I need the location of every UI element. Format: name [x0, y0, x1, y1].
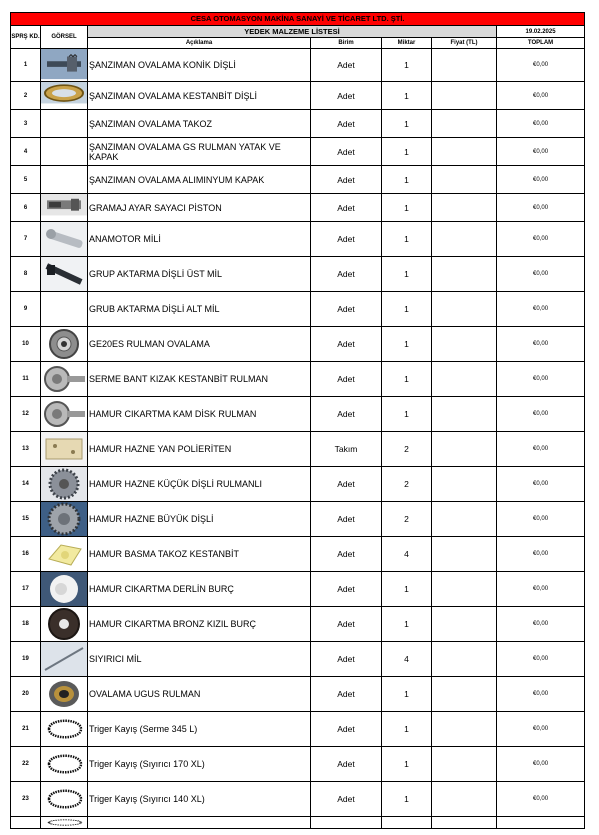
part-total: €0,00	[497, 397, 585, 432]
part-unit: Adet	[311, 642, 382, 677]
part-total: €0,00	[497, 327, 585, 362]
part-unit: Adet	[311, 677, 382, 712]
table-row	[11, 362, 585, 397]
part-quantity: 1	[382, 397, 432, 432]
row-number: 15	[11, 502, 41, 537]
row-number: 1	[11, 49, 41, 82]
table-row	[11, 166, 585, 194]
part-description: GRUP AKTARMA DİŞLİ ÜST MİL	[88, 257, 311, 292]
part-price	[432, 138, 497, 166]
part-description: HAMUR HAZNE KÜÇÜK DİŞLİ RULMANLI	[88, 467, 311, 502]
part-total: €0,00	[497, 712, 585, 747]
header-no: SPRŞ KD.	[11, 26, 41, 49]
part-description: ANAMOTOR MİLİ	[88, 222, 311, 257]
part-total: €0,00	[497, 257, 585, 292]
part-unit: Adet	[311, 82, 382, 110]
part-description: ŞANZIMAN OVALAMA ALIMINYUM KAPAK	[88, 166, 311, 194]
part-unit: Adet	[311, 502, 382, 537]
part-image-cell	[41, 327, 88, 362]
part-description: HAMUR HAZNE YAN POLİERİTEN	[88, 432, 311, 467]
table-row	[11, 194, 585, 222]
timing-belt-icon	[41, 782, 87, 816]
part-description: ŞANZIMAN OVALAMA KONİK DİŞLİ	[88, 49, 311, 82]
part-description: ŞANZIMAN OVALAMA GS RULMAN YATAK VE KAPAK	[88, 138, 311, 166]
part-description: HAMUR CIKARTMA KAM DİSK RULMAN	[88, 397, 311, 432]
part-total: €0,00	[497, 138, 585, 166]
table-row	[11, 642, 585, 677]
part-price	[432, 292, 497, 327]
part-quantity: 1	[382, 292, 432, 327]
part-unit: Adet	[311, 747, 382, 782]
part-price	[432, 397, 497, 432]
part-image-cell	[41, 607, 88, 642]
part-price	[432, 166, 497, 194]
table-row	[11, 747, 585, 782]
table-row	[11, 432, 585, 467]
part-quantity: 1	[382, 49, 432, 82]
part-quantity: 1	[382, 607, 432, 642]
header-qty: Miktar	[382, 38, 432, 49]
table-row	[11, 138, 585, 166]
list-date: 19.02.2025	[497, 26, 585, 38]
part-price	[432, 537, 497, 572]
table-row	[11, 292, 585, 327]
part-unit	[311, 817, 382, 829]
part-image-cell	[41, 82, 88, 110]
part-quantity: 1	[382, 782, 432, 817]
part-quantity: 1	[382, 138, 432, 166]
part-image-cell	[41, 397, 88, 432]
table-row	[11, 257, 585, 292]
piston-icon	[41, 194, 87, 221]
part-price	[432, 572, 497, 607]
part-price	[432, 502, 497, 537]
part-unit: Adet	[311, 166, 382, 194]
part-image-cell	[41, 817, 88, 829]
part-image-cell	[41, 222, 88, 257]
part-total: €0,00	[497, 782, 585, 817]
header-unit: Birim	[311, 38, 382, 49]
header-image: GÖRSEL	[41, 26, 88, 49]
row-number: 20	[11, 677, 41, 712]
large-gear-icon	[41, 502, 87, 536]
part-unit: Adet	[311, 138, 382, 166]
part-total: €0,00	[497, 166, 585, 194]
part-total: €0,00	[497, 432, 585, 467]
row-number: 10	[11, 327, 41, 362]
block-icon	[41, 537, 87, 571]
table-body	[11, 49, 585, 829]
part-price	[432, 467, 497, 502]
part-price	[432, 327, 497, 362]
part-total: €0,00	[497, 49, 585, 82]
part-description: GRUB AKTARMA DİŞLİ ALT MİL	[88, 292, 311, 327]
part-image-cell	[41, 110, 88, 138]
table-row	[11, 782, 585, 817]
part-quantity: 1	[382, 712, 432, 747]
row-number	[11, 817, 41, 829]
part-description: HAMUR CIKARTMA DERLİN BURÇ	[88, 572, 311, 607]
part-unit: Adet	[311, 467, 382, 502]
part-description: SIYIRICI MİL	[88, 642, 311, 677]
part-total: €0,00	[497, 362, 585, 397]
bevel-gear-shaft-icon	[41, 49, 87, 81]
part-image-cell	[41, 194, 88, 222]
table-row	[11, 607, 585, 642]
part-quantity: 1	[382, 194, 432, 222]
part-quantity: 4	[382, 537, 432, 572]
part-description: OVALAMA UGUS RULMAN	[88, 677, 311, 712]
part-quantity: 1	[382, 327, 432, 362]
part-unit: Adet	[311, 712, 382, 747]
part-description: SERME BANT KIZAK KESTANBİT RULMAN	[88, 362, 311, 397]
part-total: €0,00	[497, 467, 585, 502]
row-number: 4	[11, 138, 41, 166]
part-image-cell	[41, 362, 88, 397]
part-quantity: 2	[382, 432, 432, 467]
table-row	[11, 327, 585, 362]
part-image-cell	[41, 642, 88, 677]
part-image-cell	[41, 49, 88, 82]
part-unit: Adet	[311, 397, 382, 432]
part-description: GRAMAJ AYAR SAYACI PİSTON	[88, 194, 311, 222]
row-number: 5	[11, 166, 41, 194]
part-total: €0,00	[497, 82, 585, 110]
motor-shaft-icon	[41, 222, 87, 256]
part-price	[432, 257, 497, 292]
row-number: 23	[11, 782, 41, 817]
row-number: 6	[11, 194, 41, 222]
row-number: 3	[11, 110, 41, 138]
row-number: 16	[11, 537, 41, 572]
header-price: Fiyat (TL)	[432, 38, 497, 49]
part-total: €0,00	[497, 677, 585, 712]
part-description: ŞANZIMAN OVALAMA KESTANBİT DİŞLİ	[88, 82, 311, 110]
part-description: Triger Kayış (Sıyırıcı 140 XL)	[88, 782, 311, 817]
polyethylene-plate-icon	[41, 432, 87, 466]
row-number: 11	[11, 362, 41, 397]
table-row	[11, 467, 585, 502]
part-price	[432, 677, 497, 712]
part-image-cell	[41, 257, 88, 292]
part-quantity: 1	[382, 222, 432, 257]
part-price	[432, 194, 497, 222]
part-quantity: 1	[382, 677, 432, 712]
part-image-cell	[41, 467, 88, 502]
upper-shaft-icon	[41, 257, 87, 291]
part-quantity	[382, 817, 432, 829]
row-number: 18	[11, 607, 41, 642]
part-price	[432, 432, 497, 467]
part-unit: Adet	[311, 110, 382, 138]
part-price	[432, 712, 497, 747]
part-image-cell	[41, 166, 88, 194]
table-row	[11, 110, 585, 138]
timing-belt-icon	[41, 817, 87, 828]
part-description: HAMUR HAZNE BÜYÜK DİŞLİ	[88, 502, 311, 537]
ball-bearing-icon	[41, 677, 87, 711]
part-price	[432, 82, 497, 110]
delrin-bushing-icon	[41, 572, 87, 606]
part-image-cell	[41, 782, 88, 817]
part-quantity: 1	[382, 110, 432, 138]
part-unit: Adet	[311, 222, 382, 257]
part-price	[432, 782, 497, 817]
part-description: HAMUR CIKARTMA BRONZ KIZIL BURÇ	[88, 607, 311, 642]
cam-follower-icon	[41, 362, 87, 396]
part-image-cell	[41, 432, 88, 467]
row-number: 9	[11, 292, 41, 327]
row-number: 21	[11, 712, 41, 747]
part-total: €0,00	[497, 572, 585, 607]
part-quantity: 4	[382, 642, 432, 677]
row-number: 7	[11, 222, 41, 257]
part-total: €0,00	[497, 194, 585, 222]
row-number: 13	[11, 432, 41, 467]
row-number: 8	[11, 257, 41, 292]
part-description	[88, 817, 311, 829]
row-number: 12	[11, 397, 41, 432]
part-total: €0,00	[497, 642, 585, 677]
ring-gear-icon	[41, 82, 87, 109]
header-desc: Açıklama	[88, 38, 311, 49]
row-number: 22	[11, 747, 41, 782]
part-price	[432, 607, 497, 642]
part-quantity: 1	[382, 82, 432, 110]
part-image-cell	[41, 747, 88, 782]
part-description: HAMUR BASMA TAKOZ KESTANBİT	[88, 537, 311, 572]
part-quantity: 1	[382, 166, 432, 194]
small-gear-icon	[41, 467, 87, 501]
part-price	[432, 362, 497, 397]
part-total: €0,00	[497, 110, 585, 138]
spare-parts-table	[10, 12, 585, 829]
table-row	[11, 49, 585, 82]
part-price	[432, 817, 497, 829]
part-image-cell	[41, 502, 88, 537]
part-description: Triger Kayış (Sıyırıcı 170 XL)	[88, 747, 311, 782]
thin-rod-icon	[41, 642, 87, 676]
part-unit: Adet	[311, 49, 382, 82]
part-total: €0,00	[497, 222, 585, 257]
part-unit: Adet	[311, 194, 382, 222]
header-total: TOPLAM	[497, 38, 585, 49]
part-price	[432, 222, 497, 257]
table-row	[11, 712, 585, 747]
row-number: 14	[11, 467, 41, 502]
table-row	[11, 537, 585, 572]
timing-belt-icon	[41, 747, 87, 781]
part-quantity: 1	[382, 257, 432, 292]
part-image-cell	[41, 677, 88, 712]
part-image-cell	[41, 138, 88, 166]
part-unit: Adet	[311, 537, 382, 572]
bronze-bushing-icon	[41, 607, 87, 641]
part-quantity: 2	[382, 467, 432, 502]
part-total: €0,00	[497, 747, 585, 782]
table-row	[11, 502, 585, 537]
part-total: €0,00	[497, 292, 585, 327]
part-image-cell	[41, 712, 88, 747]
part-price	[432, 747, 497, 782]
part-total: €0,00	[497, 502, 585, 537]
table-row	[11, 82, 585, 110]
part-total: €0,00	[497, 607, 585, 642]
part-image-cell	[41, 572, 88, 607]
timing-belt-icon	[41, 712, 87, 746]
row-number: 2	[11, 82, 41, 110]
part-description: GE20ES RULMAN OVALAMA	[88, 327, 311, 362]
part-image-cell	[41, 537, 88, 572]
table-row	[11, 397, 585, 432]
part-price	[432, 642, 497, 677]
part-unit: Adet	[311, 257, 382, 292]
company-title: CESA OTOMASYON MAKİNA SANAYİ VE TİCARET LTD. ŞTİ.	[11, 13, 585, 26]
part-quantity: 1	[382, 362, 432, 397]
part-unit: Adet	[311, 362, 382, 397]
part-image-cell	[41, 292, 88, 327]
part-quantity: 2	[382, 502, 432, 537]
part-quantity: 1	[382, 747, 432, 782]
part-unit: Adet	[311, 782, 382, 817]
part-total	[497, 817, 585, 829]
cam-follower-icon	[41, 397, 87, 431]
part-unit: Adet	[311, 607, 382, 642]
part-description: ŞANZIMAN OVALAMA TAKOZ	[88, 110, 311, 138]
row-number: 17	[11, 572, 41, 607]
part-quantity: 1	[382, 572, 432, 607]
list-title: YEDEK MALZEME LİSTESİ	[88, 26, 497, 38]
part-unit: Adet	[311, 292, 382, 327]
table-row	[11, 222, 585, 257]
part-total: €0,00	[497, 537, 585, 572]
part-unit: Adet	[311, 572, 382, 607]
part-price	[432, 110, 497, 138]
part-unit: Takım	[311, 432, 382, 467]
table-row	[11, 677, 585, 712]
spare-parts-sheet	[10, 12, 584, 829]
row-number: 19	[11, 642, 41, 677]
part-price	[432, 49, 497, 82]
table-row	[11, 572, 585, 607]
spherical-bearing-icon	[41, 327, 87, 361]
table-row	[11, 817, 585, 829]
part-description: Triger Kayış (Serme 345 L)	[88, 712, 311, 747]
part-unit: Adet	[311, 327, 382, 362]
